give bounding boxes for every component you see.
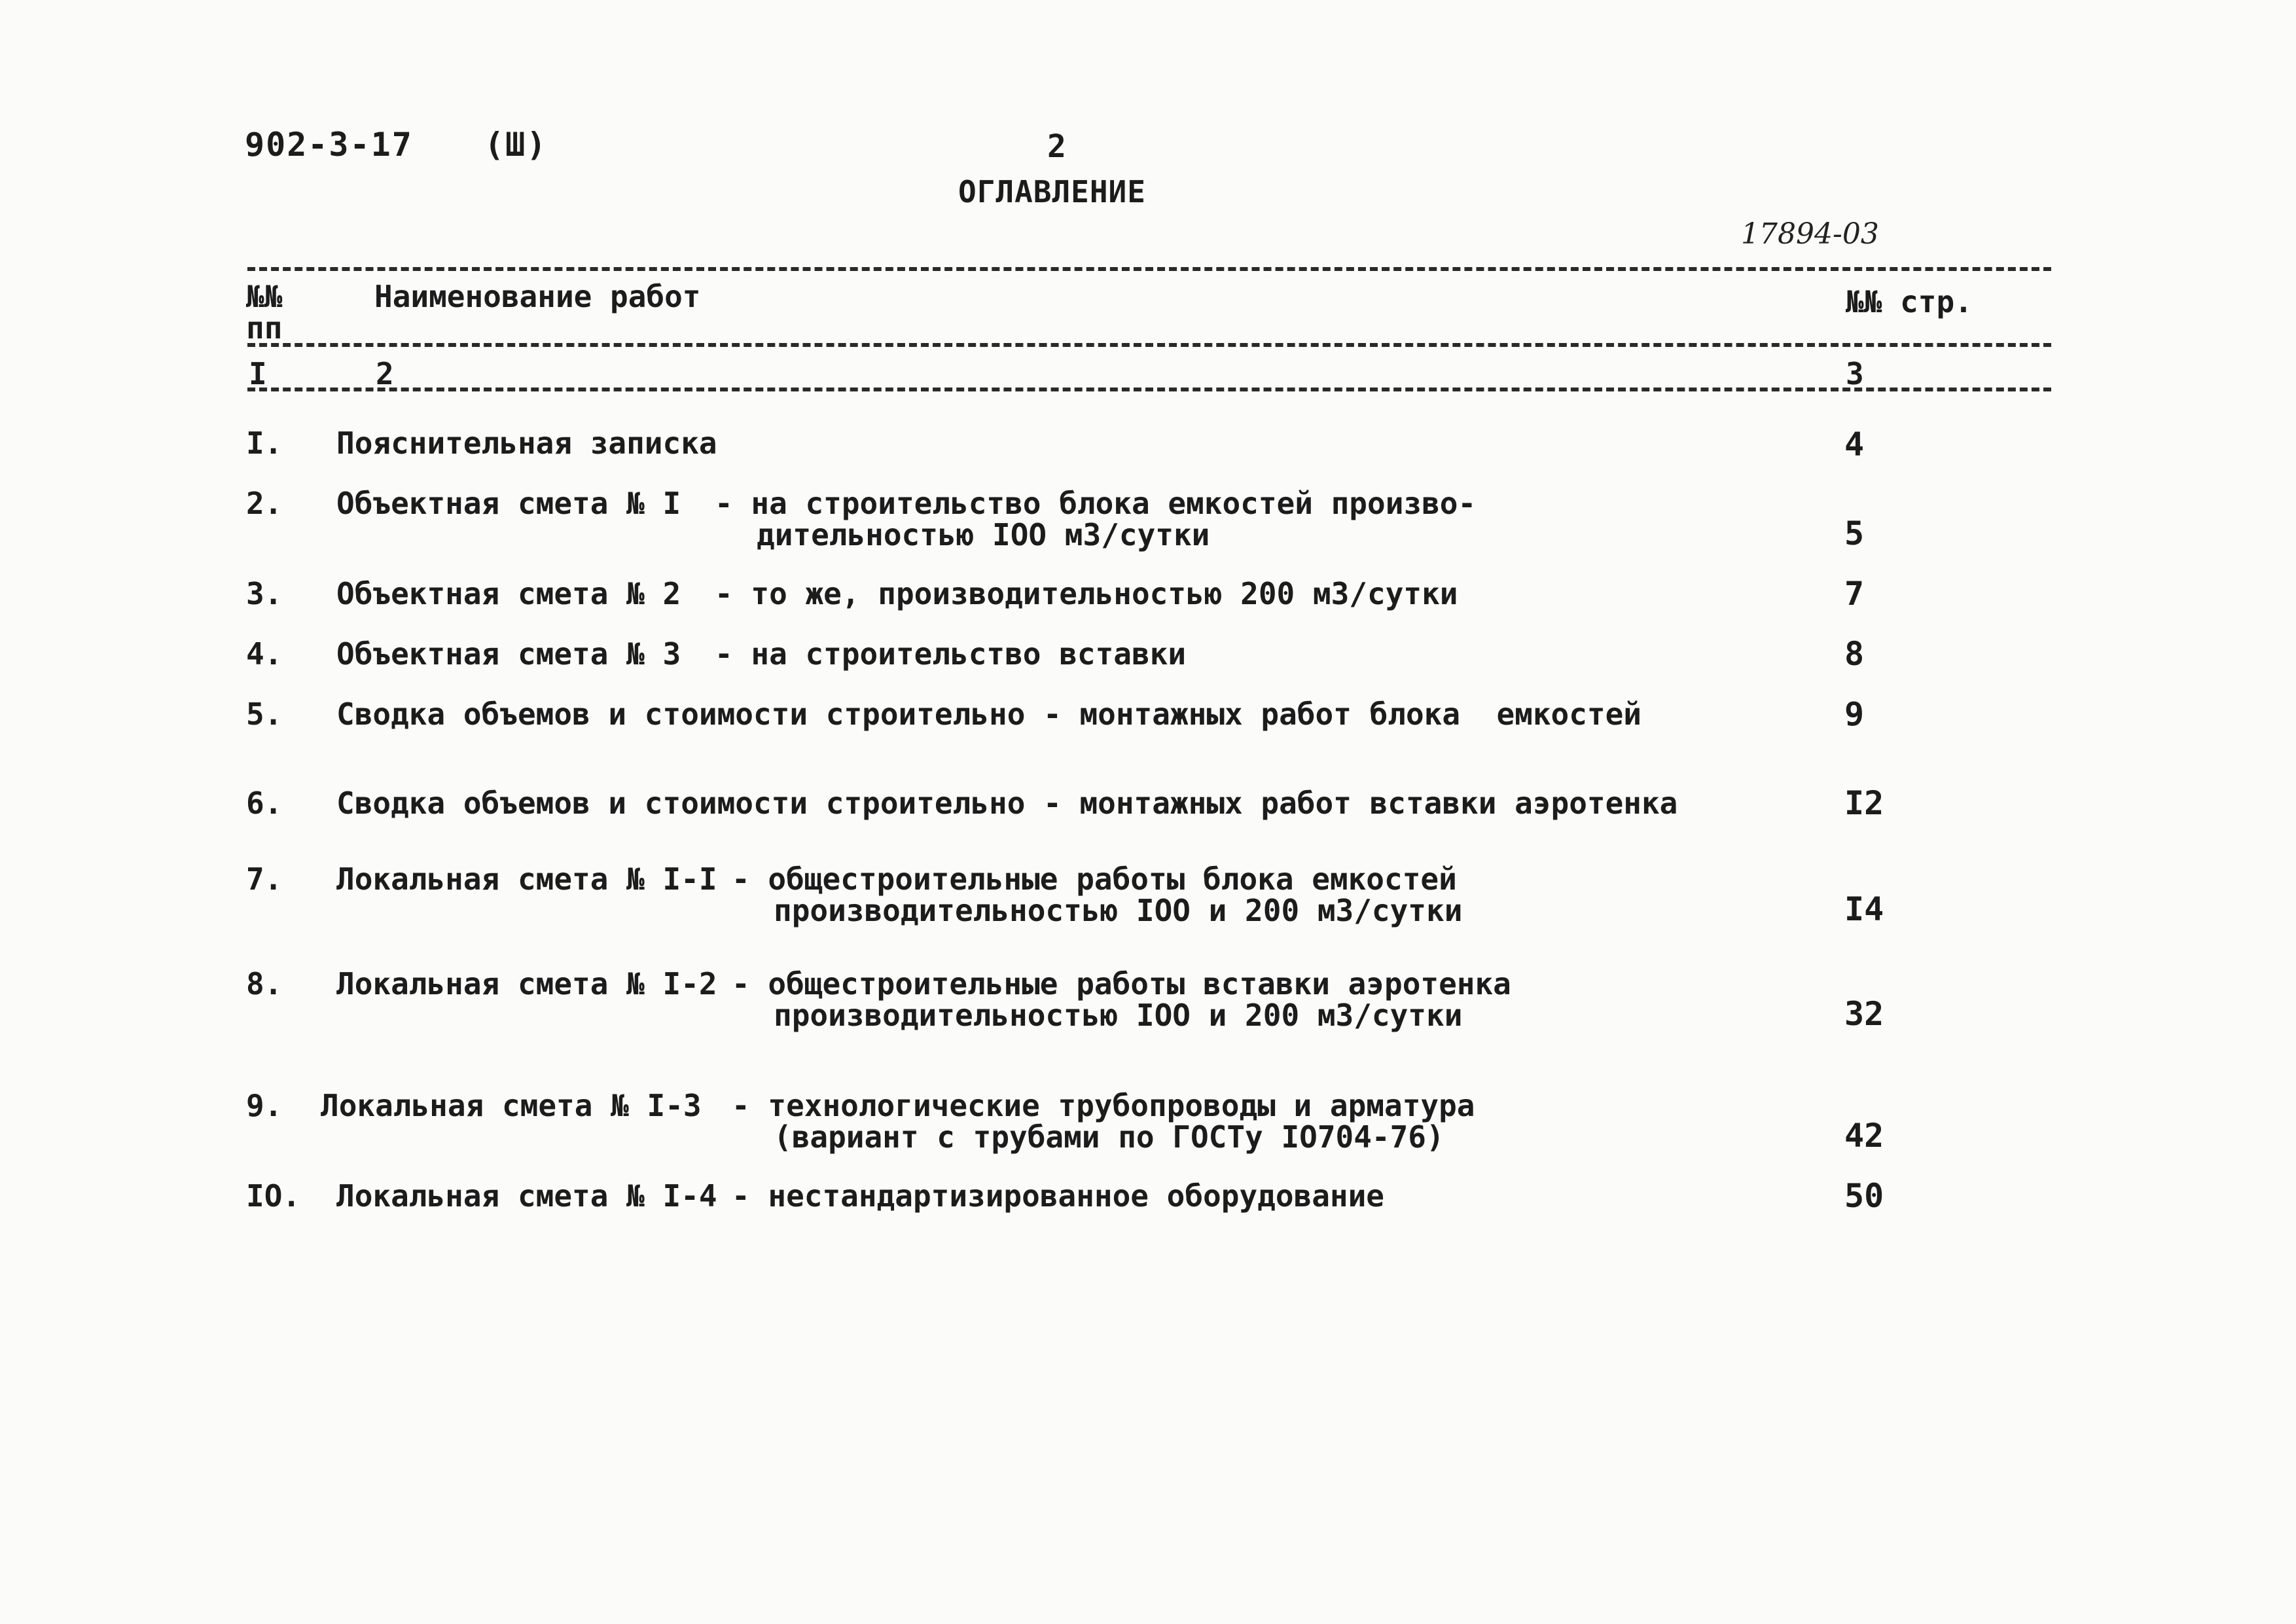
page-number: 2	[1047, 128, 1066, 165]
row-8-description: - общестроительные работы вставки аэротенка	[732, 966, 1511, 1001]
header-col-page: №№ стр.	[1846, 284, 1973, 319]
row-9-description-cont: (вариант с трубами по ГОСТу IO704-76)	[774, 1119, 1444, 1155]
row-7-name: Локальная смета № I-I	[336, 861, 717, 897]
row-6-number: 6.	[246, 785, 283, 821]
page-title: ОГЛАВЛЕНИЕ	[958, 174, 1146, 209]
row-7-description-cont: производительностью IOO и 200 м3/сутки	[774, 893, 1463, 928]
header-col-number-sub: пп	[246, 310, 283, 346]
row-9-name: Локальная смета № I-3	[321, 1088, 702, 1123]
row-2-description-cont: дительностью IOO м3/сутки	[757, 517, 1210, 552]
header-top-rule	[247, 267, 2051, 271]
handwritten-number: 17894-03	[1741, 217, 1879, 251]
header-index-1: I	[249, 356, 267, 391]
row-2-number: 2.	[246, 486, 283, 521]
row-1-name: Пояснительная записка	[336, 425, 717, 461]
document-code: 902-3-17	[245, 126, 413, 164]
row-8-description-cont: производительностью IOO и 200 м3/сутки	[774, 998, 1463, 1033]
row-10-description: - нестандартизированное оборудование	[732, 1178, 1384, 1214]
row-2-name: Объектная смета № I	[336, 486, 681, 521]
row-6-page: I2	[1844, 784, 1884, 822]
row-4-page: 8	[1844, 635, 1865, 673]
row-4-number: 4.	[246, 636, 283, 672]
row-1-number: I.	[246, 425, 283, 461]
row-5-page: 9	[1844, 695, 1865, 733]
header-middle-rule	[247, 343, 2051, 347]
row-8-number: 8.	[246, 966, 283, 1001]
row-10-name: Локальная смета № I-4	[336, 1178, 717, 1214]
volume-label: (Ш)	[484, 126, 548, 164]
row-4-description: - на строительство вставки	[715, 636, 1187, 672]
row-4-name: Объектная смета № 3	[336, 636, 681, 672]
row-3-page: 7	[1844, 575, 1865, 613]
row-9-description: - технологические трубопроводы и арматура	[732, 1088, 1475, 1123]
row-2-description: - на строительство блока емкостей произво-	[715, 486, 1477, 521]
row-6-name: Сводка объемов и стоимости строительно - монтажных работ вставки аэротенка	[336, 785, 1678, 821]
row-7-page: I4	[1844, 890, 1884, 928]
row-2-page: 5	[1844, 514, 1865, 552]
header-col-number: №№	[246, 279, 283, 314]
header-index-2: 2	[376, 356, 394, 391]
row-3-name: Объектная смета № 2	[336, 576, 681, 611]
row-10-page: 50	[1844, 1177, 1884, 1215]
row-7-description: - общестроительные работы блока емкостей	[732, 861, 1457, 897]
row-10-number: IO.	[246, 1178, 301, 1214]
header-col-name: Наименование работ	[374, 279, 701, 314]
header-index-3: 3	[1846, 356, 1864, 391]
row-5-name: Сводка объемов и стоимости строительно - монтажных работ блока емкостей	[336, 696, 1641, 732]
row-5-number: 5.	[246, 696, 283, 732]
row-8-page: 32	[1844, 995, 1884, 1033]
row-7-number: 7.	[246, 861, 283, 897]
row-1-page: 4	[1844, 425, 1865, 463]
row-8-name: Локальная смета № I-2	[336, 966, 717, 1001]
row-3-description: - то же, производительностью 200 м3/сутки	[715, 576, 1458, 611]
row-3-number: 3.	[246, 576, 283, 611]
row-9-number: 9.	[246, 1088, 283, 1123]
row-9-page: 42	[1844, 1117, 1884, 1155]
header-bottom-rule	[247, 388, 2051, 391]
